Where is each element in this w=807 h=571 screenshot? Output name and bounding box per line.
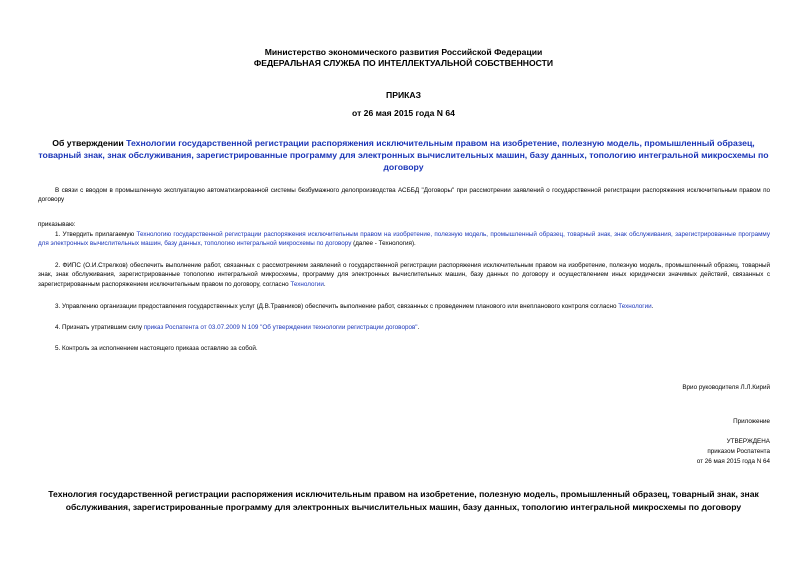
item-1-paragraph — [38, 230, 770, 249]
item-2-technology-link[interactable]: Технологии — [290, 280, 324, 288]
appendix-date: от 26 мая 2015 года N 64 — [696, 458, 770, 465]
item-3-paragraph — [38, 302, 770, 311]
item-2-text: 2. ФИПС (О.И.Стрелков) обеспечить выполнение работ, связанных с рассмотрением заявлений о государственной регистрации распоряжения исключительным правом на изобретение, полезную модель, промышленный образец, товарный знак, знак обслуживания, зарегистрированные топологию интегральной микросхемы, программу для электронных вычислительных машин, базу данных по договору и осуществлением иных юридически значимых действий, связанных с зарегистрированным распоряжением исключительным правом по договору, согласно — [38, 262, 770, 288]
item-1-text-end: (далее - Технология). — [351, 240, 416, 248]
intro-paragraph: В связи с вводом в промышленную эксплуатацию автоматизированной системы безбумажного делопроизводства АСББД "Договоры" при рассмотрении заявлений о государственной регистрации распоряжения исключительным правом по договору — [38, 187, 770, 204]
ministry-heading: Министерство экономического развития Российской Федерации — [264, 47, 543, 57]
item-5-paragraph — [38, 344, 770, 353]
item-5-text: 5. Контроль за исполнением настоящего приказа оставляю за собой. — [55, 345, 258, 352]
item-4-order-link[interactable]: приказ Роспатента от 03.07.2009 N 109 "Об утверждении технологии регистрации договоров" — [143, 324, 418, 331]
title-prefix: Об утверждении — [52, 138, 127, 148]
item-4-text-end: . — [417, 324, 420, 331]
appendix-by-order: приказом Роспатента — [707, 448, 770, 455]
appendix-label: Приложение — [733, 418, 770, 425]
order-word: приказываю: — [38, 221, 76, 228]
appendix-title: Технология государственной регистрации распоряжения исключительным правом на изобретение, полезную модель, промышленный образец, товарный знак, знак обслуживания, зарегистрированные программу для электронных вычислительных машин, базу данных, топологию интегральной микросхемы по договору — [48, 489, 759, 512]
document-title — [32, 137, 775, 173]
item-2-text-end: . — [323, 280, 326, 288]
document-type: ПРИКАЗ — [386, 90, 421, 100]
item-3-text-end: . — [651, 303, 654, 310]
service-heading: ФЕДЕРАЛЬНАЯ СЛУЖБА ПО ИНТЕЛЛЕКТУАЛЬНОЙ СОБСТВЕННОСТИ — [253, 58, 554, 68]
item-2-paragraph — [38, 261, 770, 289]
item-3-text: 3. Управлению организации предоставления государственных услуг (Д.В.Травников) обеспечить выполнение работ, связанных с проведением планового или внепланового контроля согласно — [55, 303, 619, 310]
item-4-paragraph — [38, 323, 770, 332]
order-date-number: от 26 мая 2015 года N 64 — [352, 108, 455, 118]
signature: Врио руководителя Л.Л.Кирий — [682, 384, 770, 391]
title-technology-link[interactable]: Технологии государственной регистрации распоряжения исключительным правом на изобретение, полезную модель, промышленный образец, товарный знак, знак обслуживания, зарегистрированные программу для электронных вычислительных машин, базу данных, топологию интегральной микросхемы по договору — [38, 138, 769, 172]
item-4-text: 4. Признать утратившим силу — [55, 324, 144, 331]
item-1-technology-link[interactable]: Технологию государственной регистрации распоряжения исключительным правом на изобретение, полезную модель, промышленный образец, товарный знак, знак обслуживания, зарегистрированные программу для электронных вычислительных машин, базу данных, топологию интегральной микросхемы по договору — [38, 231, 770, 248]
item-1-text: 1. Утвердить прилагаемую — [55, 231, 137, 238]
item-3-technology-link[interactable]: Технологии — [618, 303, 652, 310]
appendix-approved: УТВЕРЖДЕНА — [726, 438, 770, 445]
